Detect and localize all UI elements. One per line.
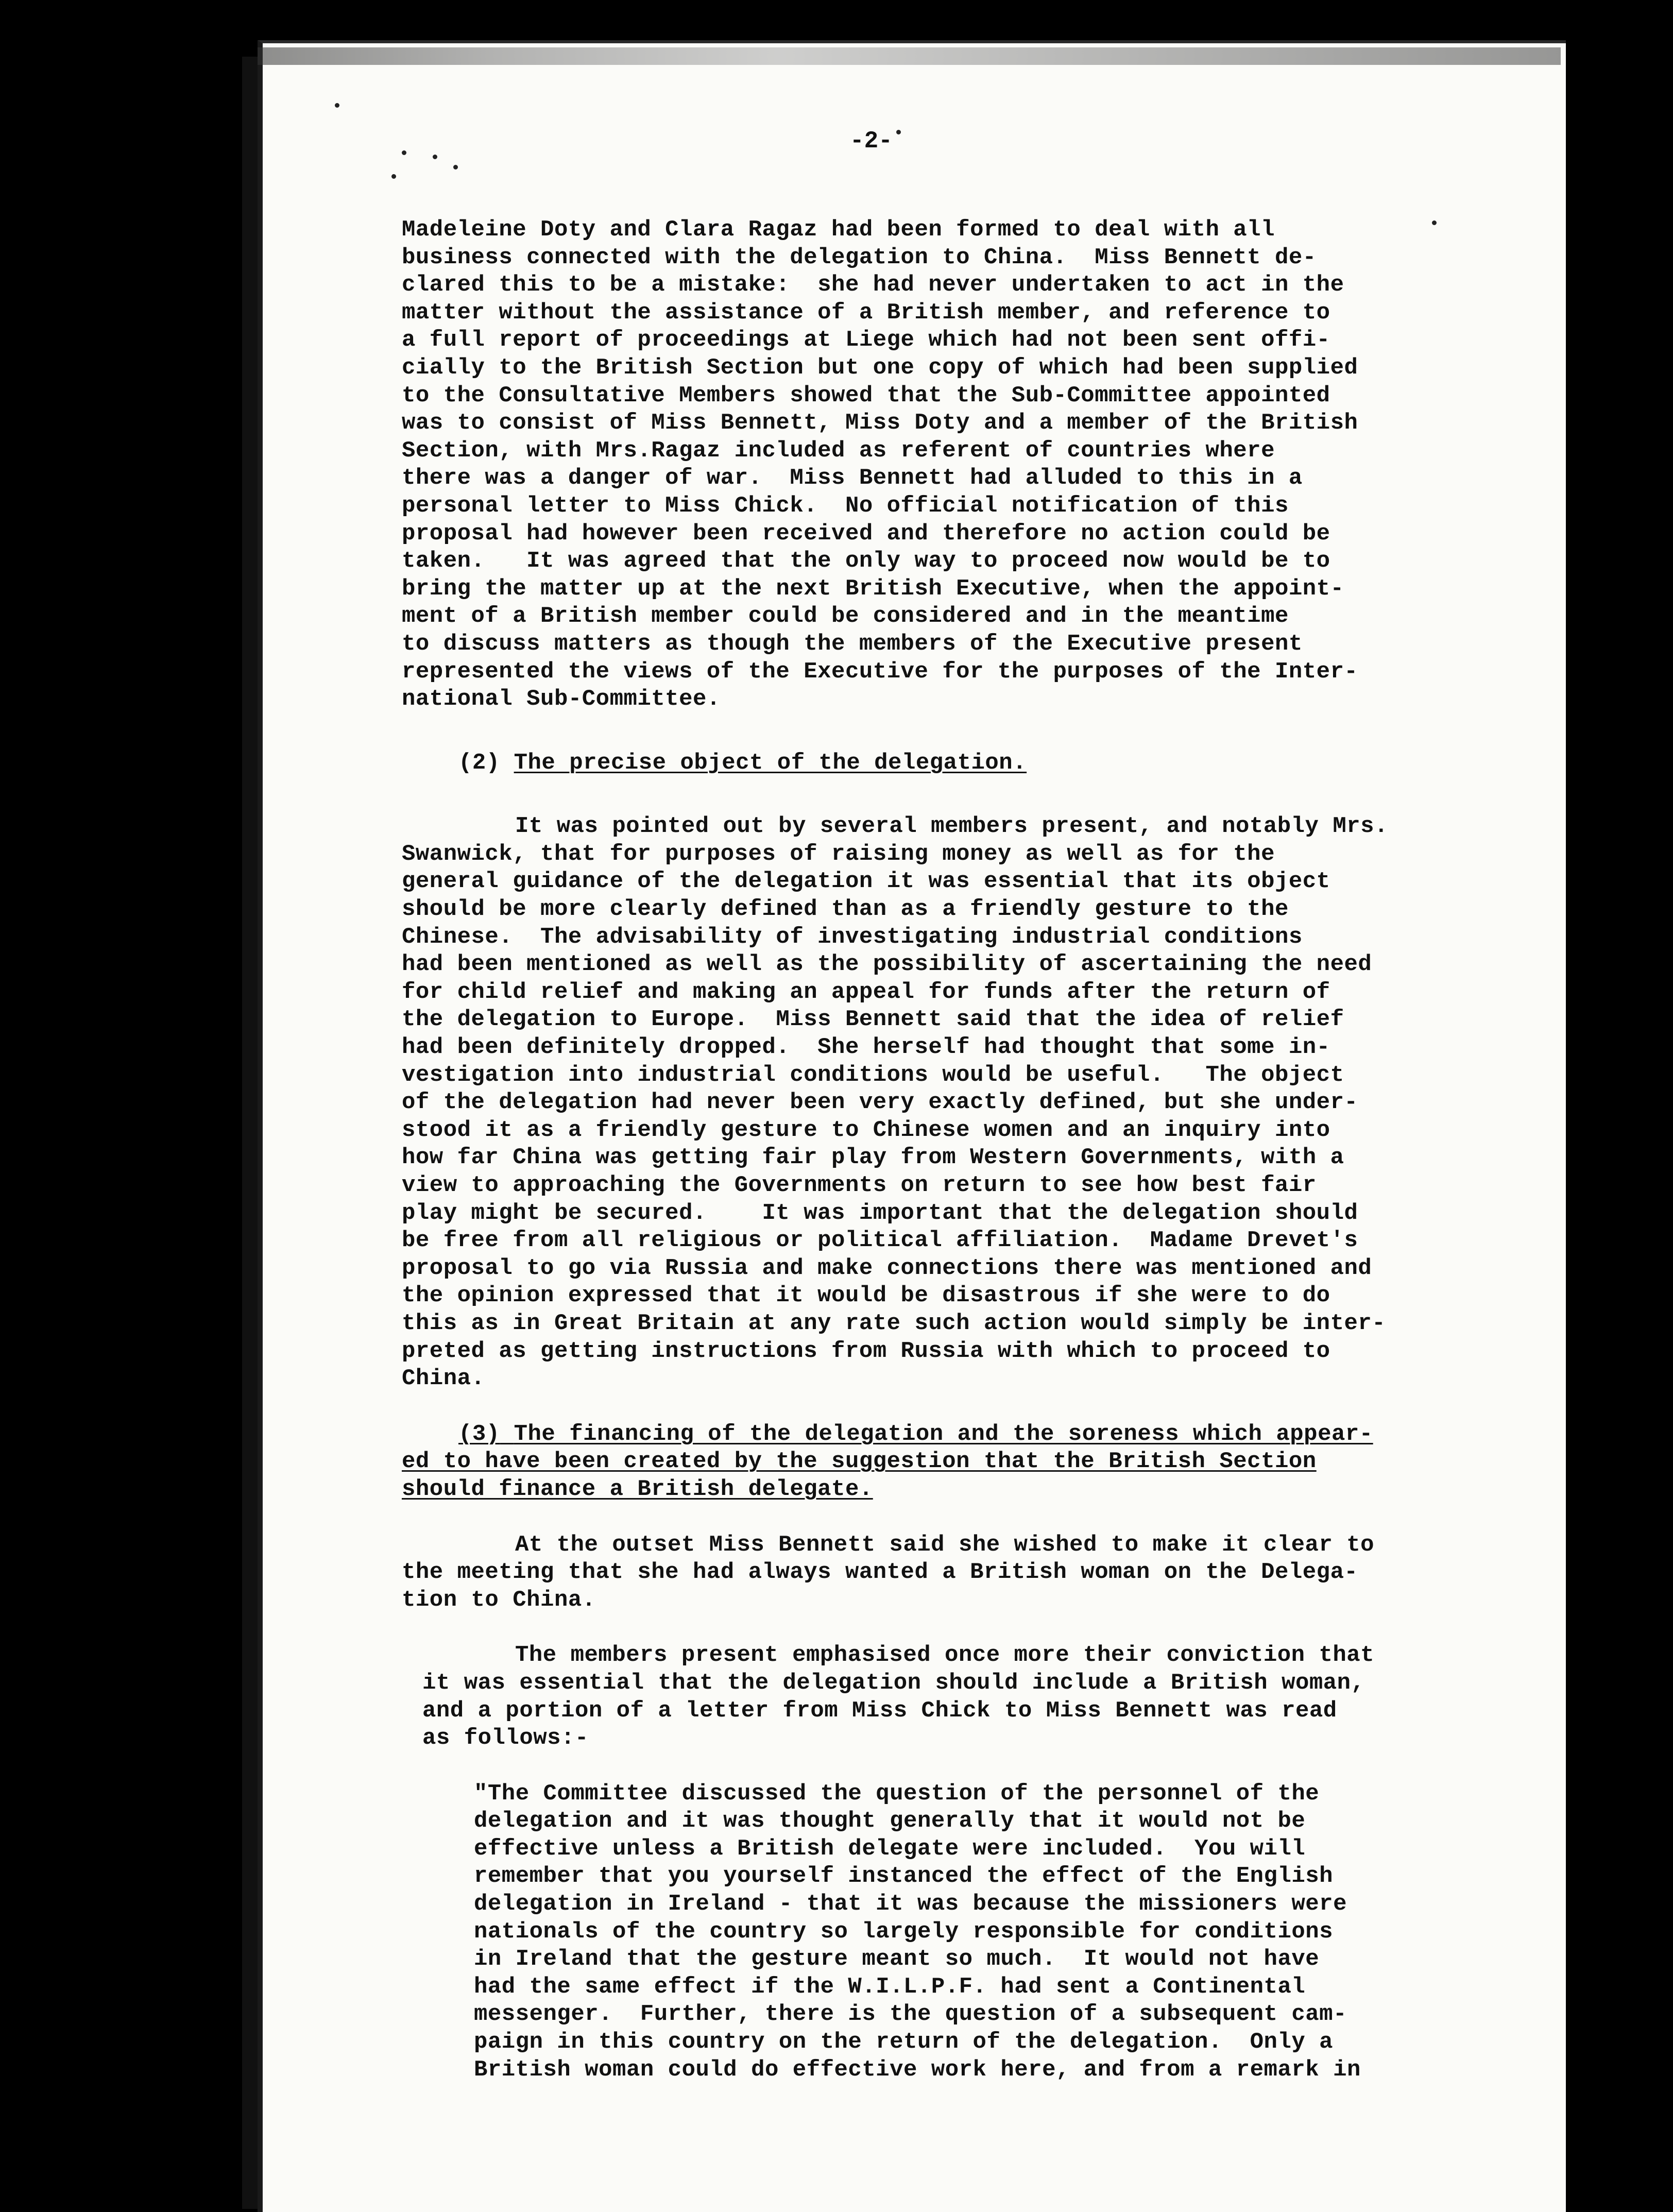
text-line: had been definitely dropped. She herself had thought that some in- (402, 1034, 1330, 1061)
document-body (402, 216, 1581, 2084)
text-line: bring the matter up at the next British Executive, when the appoint- (402, 575, 1344, 602)
paragraph-1 (402, 216, 1581, 713)
text-line: this as in Great Britain at any rate such action would simply be inter- (402, 1310, 1386, 1336)
heading-number: (3) (458, 1421, 500, 1447)
text-line: had the same effect if the W.I.L.P.F. had sent a Continental (474, 1973, 1306, 2000)
heading-text: The financing of the delegation and the soreness which appear- (514, 1421, 1373, 1447)
text-line: as follows:- (422, 1725, 589, 1751)
text-line: a full report of proceedings at Liege which had not been sent offi- (402, 327, 1330, 353)
text-line: cially to the British Section but one copy of which had been supplied (402, 354, 1358, 381)
text-line: should be more clearly defined than as a friendly gesture to the (402, 896, 1289, 923)
text-line: The members present emphasised once more their conviction that (515, 1642, 1375, 1669)
text-line: ment of a British member could be considered and in the meantime (402, 603, 1289, 629)
text-line: effective unless a British delegate were included. You will (474, 1835, 1306, 1862)
heading-title: The precise object of the delegation. (514, 750, 1027, 776)
paragraph-4 (402, 1642, 1581, 1752)
text-line: nationals of the country so largely responsible for conditions (474, 1918, 1334, 1945)
text-line: tion to China. (402, 1587, 596, 1613)
text-line: be free from all religious or political affiliation. Madame Drevet's (402, 1228, 1358, 1254)
text-line: British woman could do effective work here, and from a remark in (474, 2056, 1361, 2083)
text-line: it was essential that the delegation should include a British woman, (422, 1670, 1365, 1696)
text-line: China. (402, 1366, 485, 1392)
text-line: for child relief and making an appeal for funds after the return of (402, 979, 1330, 1005)
text-line: "The Committee discussed the question of the personnel of the (474, 1780, 1320, 1807)
text-line: remember that you yourself instanced the effect of the English (474, 1863, 1334, 1890)
heading-number: (2) (458, 750, 500, 776)
heading-line (402, 1421, 1581, 1449)
text-line: Swanwick, that for purposes of raising money as well as for the (402, 841, 1275, 867)
speck (433, 155, 437, 159)
text-line: delegation in Ireland - that it was because the missioners were (474, 1891, 1347, 1917)
text-line: the opinion expressed that it would be disastrous if she were to do (402, 1283, 1330, 1309)
text-line: represented the views of the Executive for the purposes of the Inter- (402, 658, 1358, 685)
text-line: clared this to be a mistake: she had never undertaken to act in the (402, 272, 1344, 298)
text-line: proposal to go via Russia and make connections there was mentioned and (402, 1255, 1372, 1281)
text-line: stood it as a friendly gesture to Chinese women and an inquiry into (402, 1117, 1330, 1143)
speck (896, 130, 901, 134)
paragraph-2 (402, 813, 1581, 1392)
text-line: general guidance of the delegation it was essential that its object (402, 869, 1330, 895)
text-line: At the outset Miss Bennett said she wished to make it clear to (515, 1532, 1375, 1558)
text-line: had been mentioned as well as the possibility of ascertaining the need (402, 951, 1372, 978)
section-heading-2 (402, 750, 1581, 777)
text-line: It was pointed out by several members present, and notably Mrs. (515, 813, 1388, 840)
text-line: paign in this country on the return of the delegation. Only a (474, 2029, 1334, 2055)
quoted-letter (402, 1780, 1581, 2084)
page-number: -2- (850, 128, 893, 155)
text-line: national Sub-Committee. (402, 686, 721, 712)
text-line: delegation and it was thought generally that it would not be (474, 1808, 1306, 1834)
text-line: to discuss matters as though the members of the Executive present (402, 631, 1303, 657)
heading-line: ed to have been created by the suggestion that the British Section (402, 1449, 1317, 1475)
text-line: messenger. Further, there is the question of a subsequent cam- (474, 2001, 1347, 2028)
text-line: Chinese. The advisability of investigating industrial conditions (402, 924, 1303, 950)
speck (391, 174, 396, 179)
text-line: of the delegation had never been very exactly defined, but she under- (402, 1090, 1358, 1116)
text-line: was to consist of Miss Bennett, Miss Doty and a member of the British (402, 410, 1358, 436)
text-line: there was a danger of war. Miss Bennett had alluded to this in a (402, 465, 1303, 491)
speck (402, 150, 406, 155)
text-line: view to approaching the Governments on return to see how best fair (402, 1172, 1317, 1198)
text-line: the meeting that she had always wanted a British woman on the Delega- (402, 1559, 1358, 1586)
text-line: Madeleine Doty and Clara Ragaz had been formed to deal with all (402, 217, 1275, 243)
scan-artifact (258, 47, 1561, 65)
text-line: and a portion of a letter from Miss Chick to Miss Bennett was read (422, 1697, 1337, 1724)
text-line: taken. It was agreed that the only way to proceed now would be to (402, 548, 1330, 574)
heading-line: should finance a British delegate. (402, 1476, 873, 1502)
section-heading-3 (402, 1421, 1581, 1504)
text-line: business connected with the delegation to China. Miss Bennett de- (402, 244, 1317, 270)
text-line: how far China was getting fair play from Western Governments, with a (402, 1145, 1344, 1171)
text-line: personal letter to Miss Chick. No official notification of this (402, 492, 1289, 519)
speck (335, 103, 339, 108)
text-line: proposal had however been received and therefore no action could be (402, 520, 1330, 547)
text-line: to the Consultative Members showed that the Sub-Committee appointed (402, 382, 1330, 409)
paragraph-3 (402, 1532, 1581, 1614)
text-line: matter without the assistance of a British member, and reference to (402, 299, 1330, 326)
text-line: vestigation into industrial conditions would be useful. The object (402, 1062, 1344, 1088)
text-line: in Ireland that the gesture meant so much. It would not have (474, 1946, 1320, 1972)
text-line: the delegation to Europe. Miss Bennett said that the idea of relief (402, 1007, 1344, 1033)
text-line: play might be secured. It was important that the delegation should (402, 1200, 1358, 1226)
speck (453, 165, 458, 169)
text-line: Section, with Mrs.Ragaz included as referent of countries where (402, 437, 1275, 464)
text-line: preted as getting instructions from Russia with which to proceed to (402, 1338, 1330, 1364)
